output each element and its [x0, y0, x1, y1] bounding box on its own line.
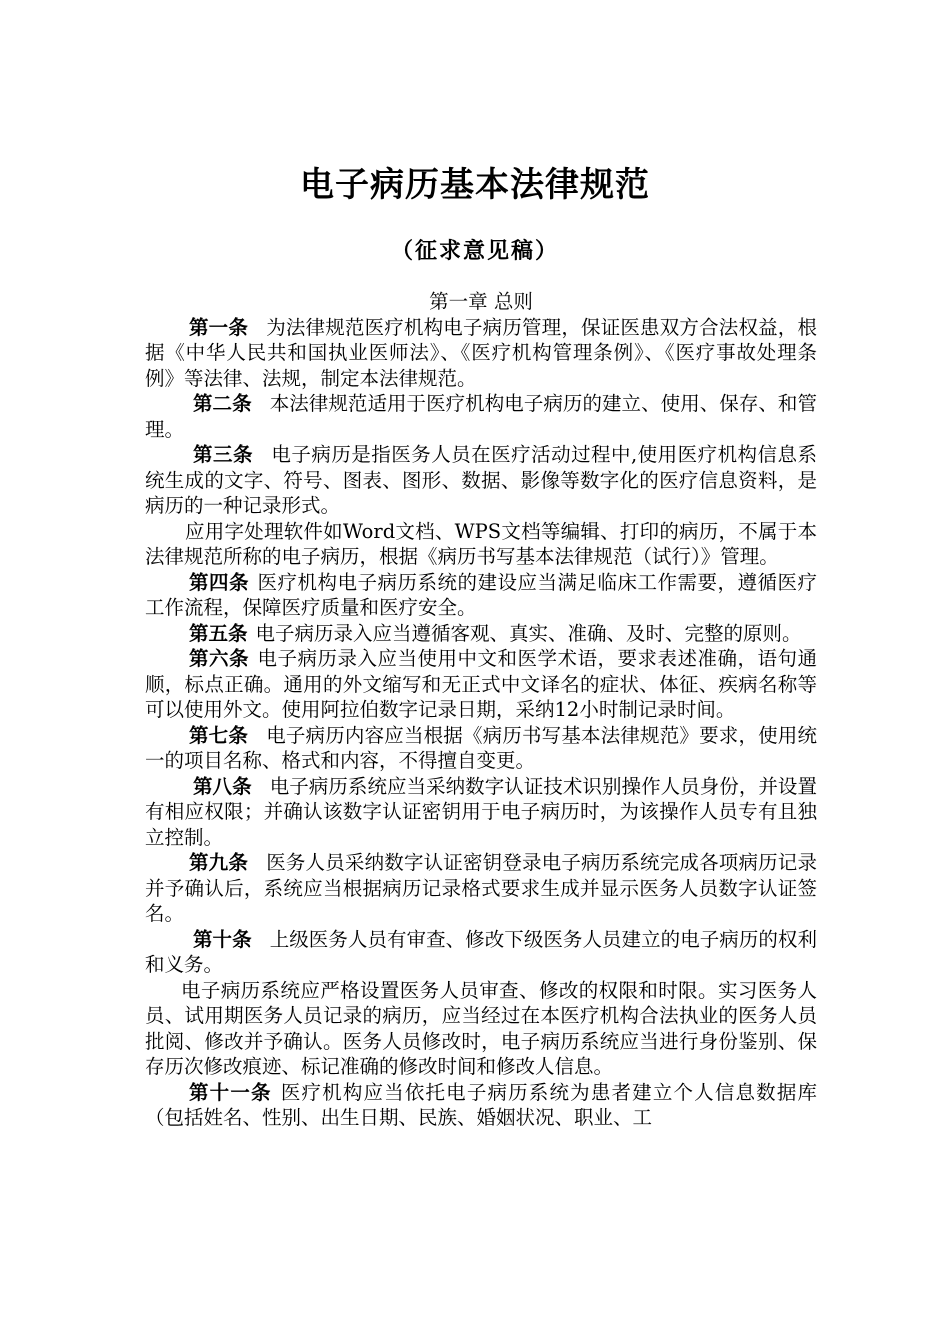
article-8: [145, 774, 817, 851]
article-text: 应用字处理软件如Word文档、WPS文档等编辑、打印的病历，不属于本法律规范所称的电子病历，根据《病历书写基本法律规范（试行）》管理。: [145, 519, 817, 568]
article-6: [145, 646, 817, 723]
article-text: 医疗机构应当依托电子病历系统为患者建立个人信息数据库（包括姓名、性别、出生日期、民族、婚姻状况、职业、工: [145, 1080, 817, 1129]
article-7: [145, 723, 817, 774]
article-text: 电子病历录入应当遵循客观、真实、准确、及时、完整的原则。: [255, 621, 802, 645]
chapter-heading: 第一章 总则: [429, 290, 533, 313]
article-label: 第六条: [189, 647, 249, 670]
article-text: 电子病历是指医务人员在医疗活动过程中,使用医疗机构信息系统生成的文字、符号、图表、图形、数据、影像等数字化的医疗信息资料，是病历的一种记录形式。: [145, 443, 817, 517]
article-9: [145, 850, 817, 927]
article-label: 第五条: [189, 621, 248, 645]
article-text: 电子病历录入应当使用中文和医学术语，要求表述准确，语句通顺，标点正确。通用的外文缩写和无正式中文译名的症状、体征、疾病名称等可以使用外文。使用阿拉伯数字记录日期，采纳12小时制记录时间。: [145, 647, 817, 721]
article-1: [145, 315, 817, 392]
article-3: [145, 442, 817, 519]
article-label: 第四条: [189, 570, 249, 594]
article-11: [145, 1080, 817, 1131]
article-label: 第二条: [193, 392, 252, 415]
article-text: 医疗机构电子病历系统的建设应当满足临床工作需要，遵循医疗工作流程，保障医疗质量和医疗安全。: [145, 570, 817, 619]
article-2: [145, 391, 817, 442]
article-text: 医务人员采纳数字认证密钥登录电子病历系统完成各项病历记录并予确认后，系统应当根据病历记录格式要求生成并显示医务人员数字认证签名。: [145, 851, 817, 925]
article-text: 电子病历系统应严格设置医务人员审查、修改的权限和时限。实习医务人员、试用期医务人员记录的病历，应当经过在本医疗机构合法执业的医务人员批阅、修改并予确认。医务人员修改时，电子病历系统应当进行身份鉴别、保存历次修改痕迹、标记准确的修改时间和修改人信息。: [145, 978, 817, 1078]
article-5: [145, 621, 817, 647]
article-text: 电子病历内容应当根据《病历书写基本法律规范》要求，使用统一的项目名称、格式和内容，不得擅自变更。: [145, 723, 817, 772]
article-label: 第七条: [189, 723, 249, 747]
article-label: 第三条: [193, 443, 253, 466]
document-title: 电子病历基本法律规范: [300, 165, 650, 205]
document-subtitle: （征求意见稿）: [390, 238, 559, 264]
article-3-paragraph-2: [145, 519, 817, 570]
article-10: [145, 927, 817, 978]
article-label: 第一条: [189, 315, 249, 339]
article-text: 为法律规范医疗机构电子病历管理，保证医患双方合法权益，根据《中华人民共和国执业医师法》、《医疗机构管理条例》、《医疗事故处理条例》等法律、法规，制定本法律规范。: [145, 315, 817, 390]
article-label: 第十条: [193, 927, 252, 951]
article-4: [145, 570, 817, 621]
document-body: [145, 289, 817, 1131]
article-10-paragraph-2: [145, 978, 817, 1080]
article-text: 本法律规范适用于医疗机构电子病历的建立、使用、保存、和管理。: [145, 392, 817, 441]
article-label: 第九条: [189, 851, 249, 874]
article-text: 电子病历系统应当采纳数字认证技术识别操作人员身份，并设置有相应权限；并确认该数字认证密钥用于电子病历时，为该操作人员专有且独立控制。: [145, 774, 817, 849]
article-label: 第十一条: [189, 1080, 272, 1104]
article-label: 第八条: [193, 774, 252, 798]
article-text: 上级医务人员有审查、修改下级医务人员建立的电子病历的权利和义务。: [145, 927, 817, 976]
